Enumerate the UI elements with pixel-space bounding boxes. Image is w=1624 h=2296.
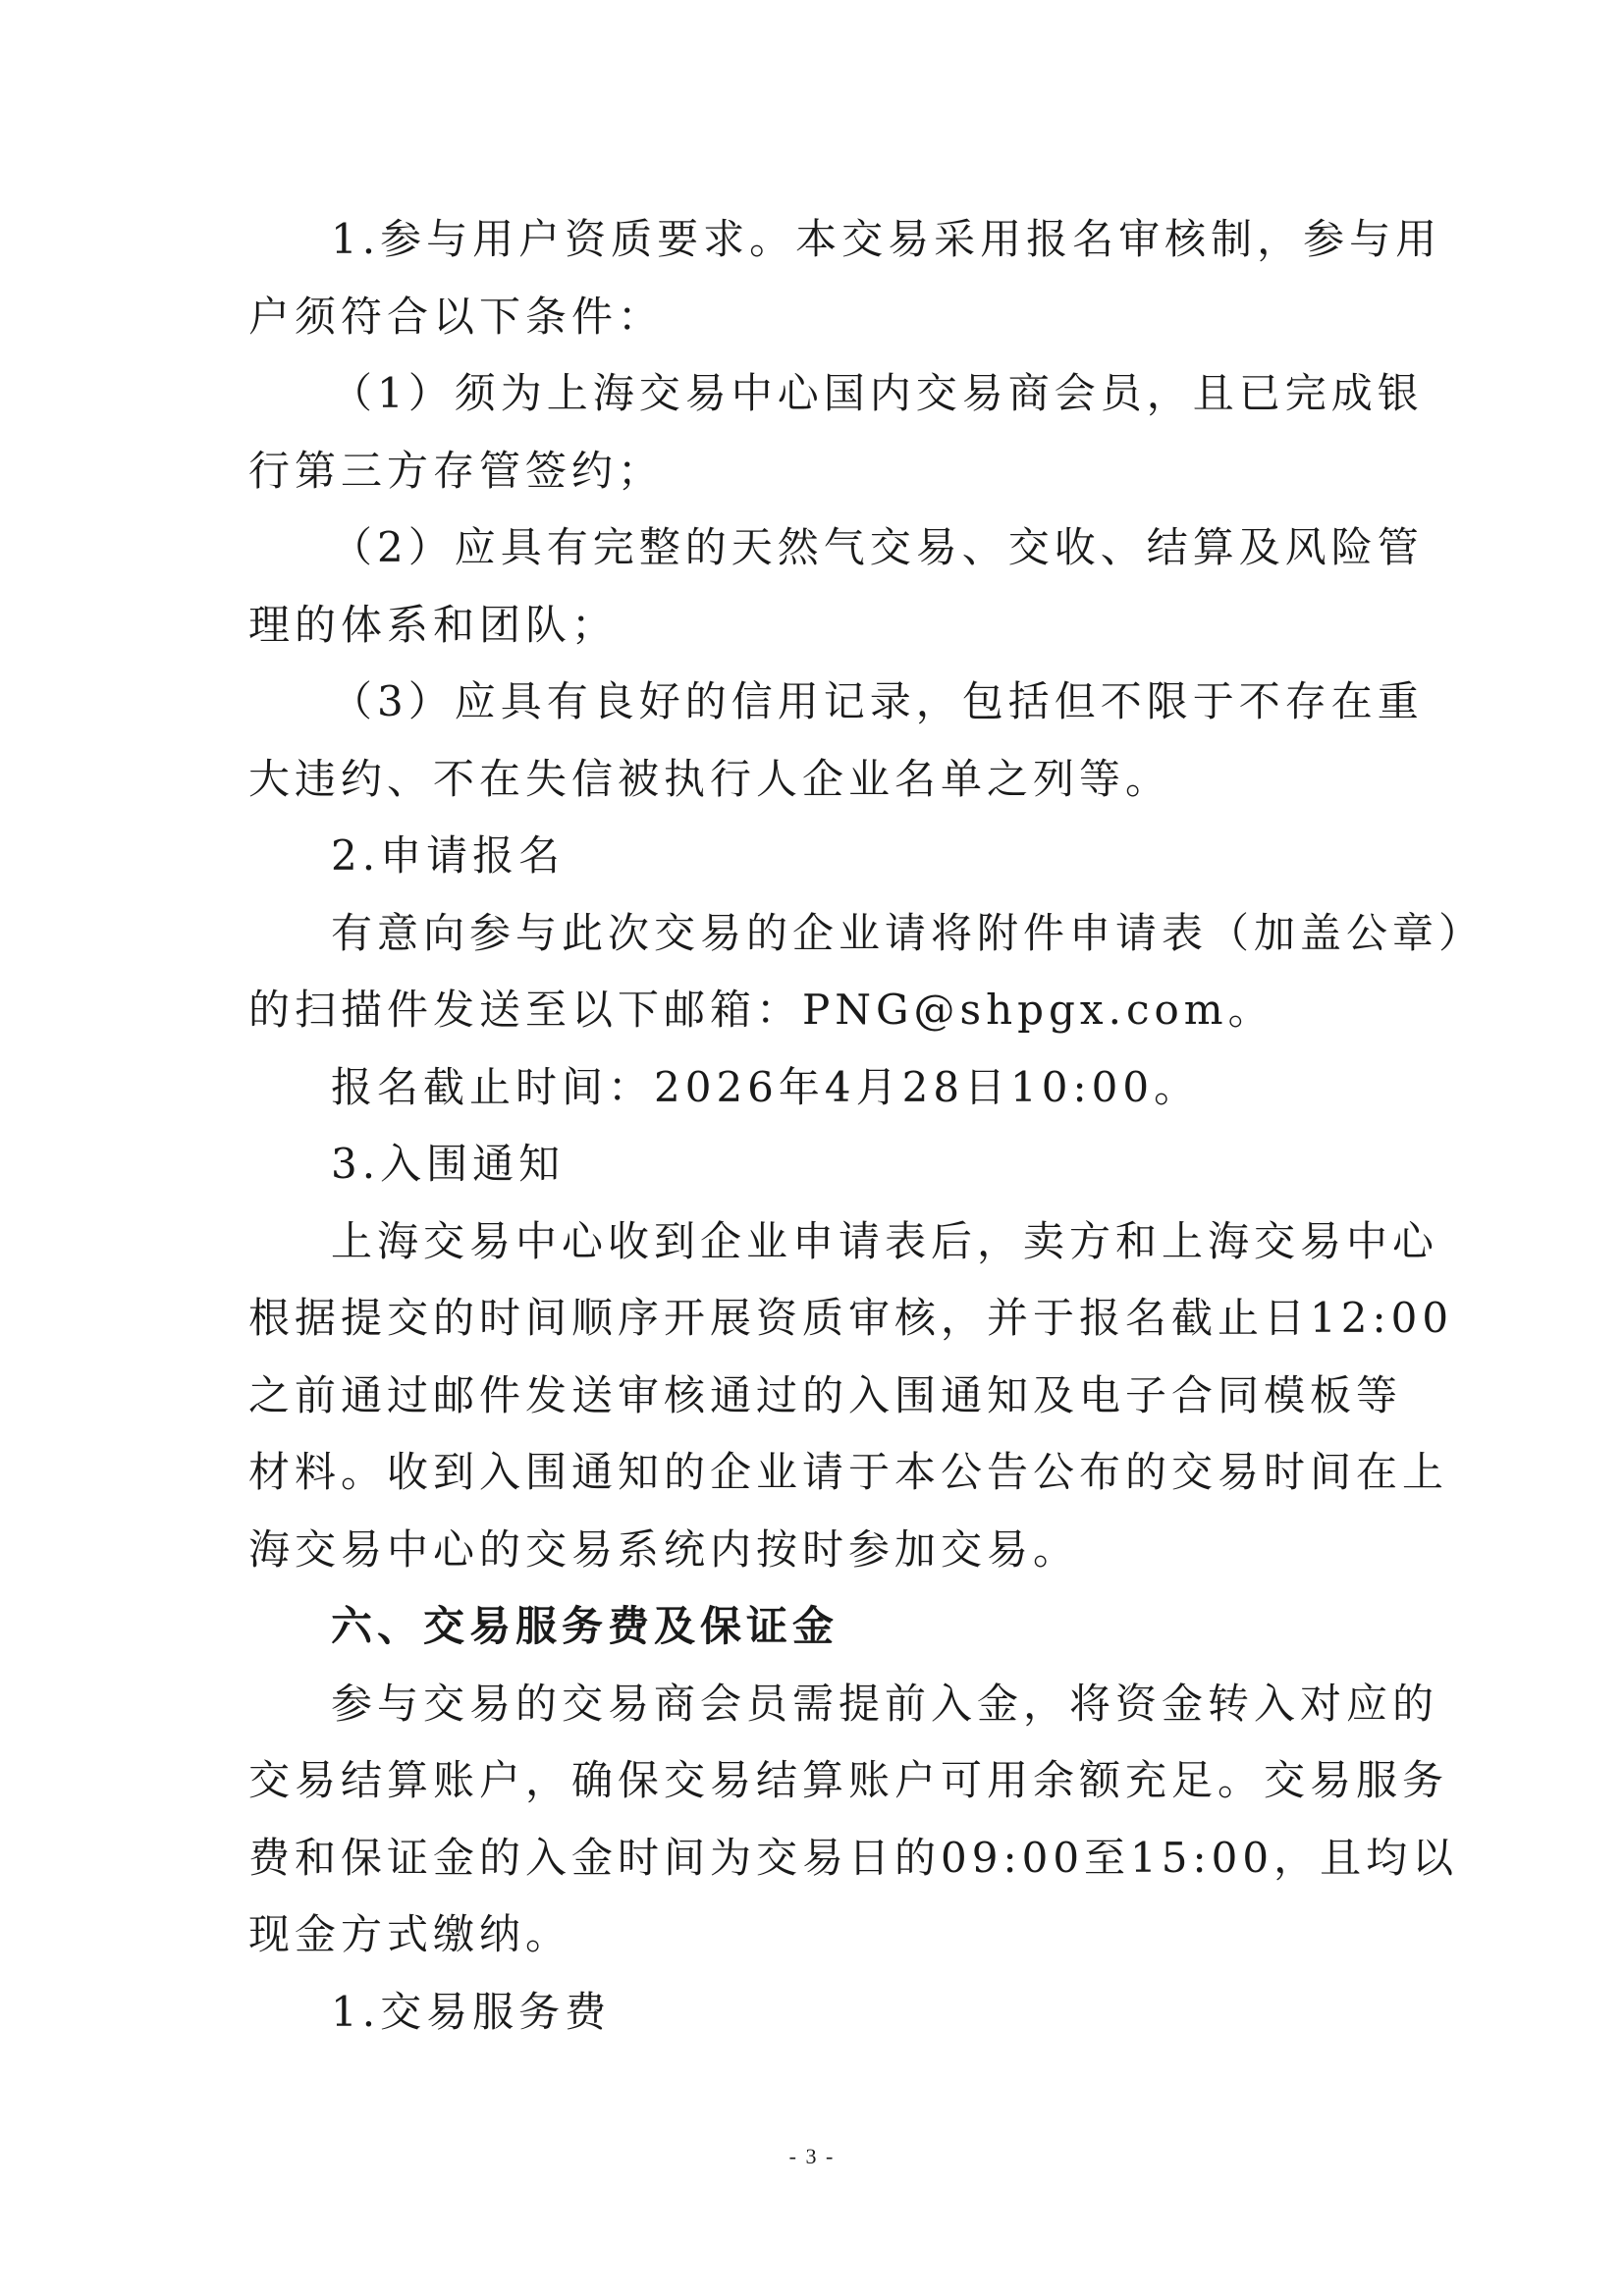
text-line: 有意向参与此次交易的企业请将附件申请表（加盖公章） xyxy=(331,908,1486,957)
text-line: 根据提交的时间顺序开展资质审核，并于报名截止日12:00 xyxy=(248,1294,1454,1342)
text-line: 报名截止时间：2026年4月28日10:00。 xyxy=(331,1062,1201,1111)
section-heading: 六、交易服务费及保证金 xyxy=(331,1602,839,1650)
text-line: 的扫描件发送至以下邮箱：PNG@shpgx.com。 xyxy=(248,986,1274,1034)
text-line: 理的体系和团队； xyxy=(248,600,619,649)
text-line: 材料。收到入围通知的企业请于本公告公布的交易时间在上 xyxy=(248,1448,1449,1496)
text-line: （1）须为上海交易中心国内交易商会员，且已完成银 xyxy=(331,369,1424,417)
text-line: 行第三方存管签约； xyxy=(248,446,665,495)
page-number: - 3 - xyxy=(788,2144,836,2168)
text-line: 3.入围通知 xyxy=(331,1140,566,1188)
text-line: 之前通过邮件发送审核通过的入围通知及电子合同模板等 xyxy=(248,1370,1403,1419)
text-line: （2）应具有完整的天然气交易、交收、结算及风险管 xyxy=(331,523,1424,571)
text-line: 2.申请报名 xyxy=(331,831,566,880)
text-line: 参与交易的交易商会员需提前入金，将资金转入对应的 xyxy=(331,1679,1439,1728)
document-body xyxy=(248,201,1486,2051)
text-line: 上海交易中心收到企业申请表后，卖方和上海交易中心 xyxy=(331,1216,1439,1265)
text-line: 大违约、不在失信被执行人企业名单之列等。 xyxy=(248,754,1172,803)
text-line: 1.参与用户资质要求。本交易采用报名审核制，参与用 xyxy=(331,215,1442,263)
text-line: 费和保证金的入金时间为交易日的09:00至15:00，且均以 xyxy=(248,1833,1459,1882)
text-line: 交易结算账户，确保交易结算账户可用余额充足。交易服务 xyxy=(248,1756,1449,1804)
text-line: 海交易中心的交易系统内按时参加交易。 xyxy=(248,1524,1080,1574)
text-line: （3）应具有良好的信用记录，包括但不限于不存在重 xyxy=(331,677,1424,725)
text-line: 户须符合以下条件： xyxy=(248,292,665,341)
text-line: 现金方式缴纳。 xyxy=(248,1910,572,1958)
text-line: 1.交易服务费 xyxy=(331,1987,612,2036)
